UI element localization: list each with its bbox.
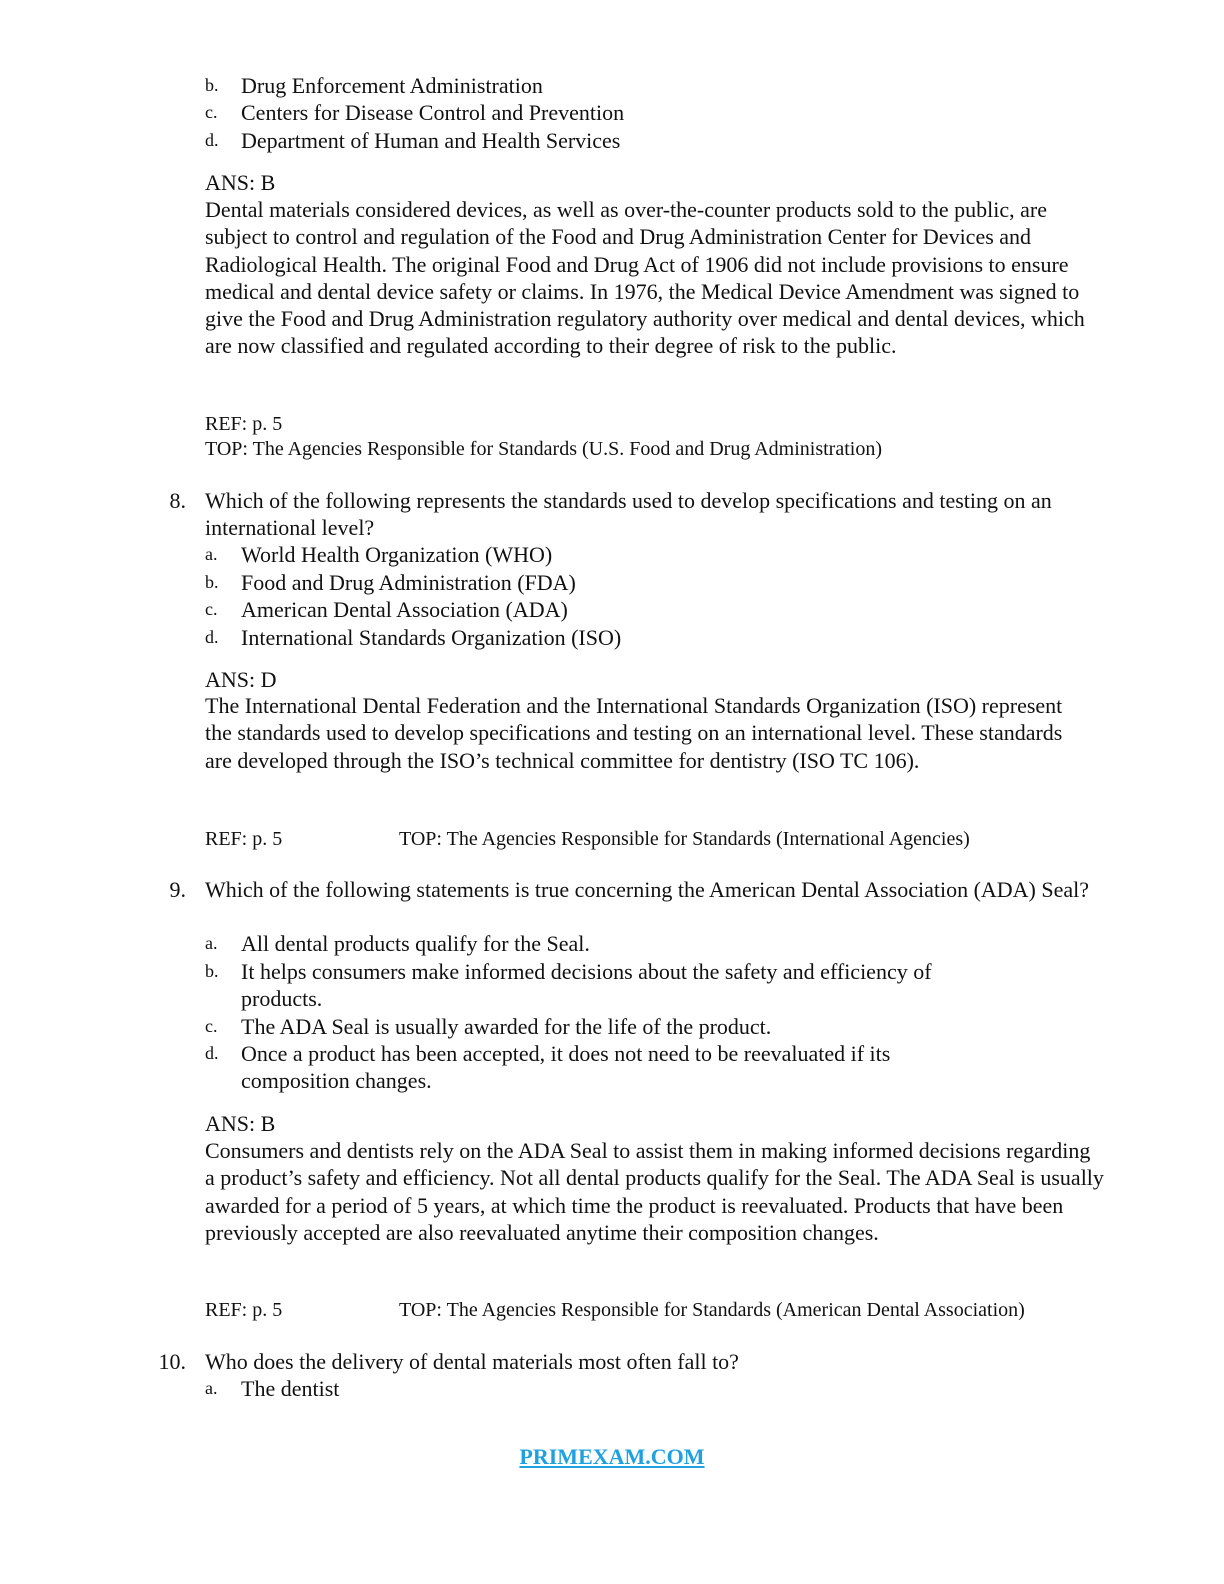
q7-option-b bbox=[205, 72, 1021, 99]
q9-number: 9. bbox=[169, 877, 186, 902]
q10-option-a bbox=[205, 1375, 1021, 1402]
footer-site-link[interactable]: PRIMEXAM.COM bbox=[519, 1444, 705, 1469]
option-text: Centers for Disease Control and Prevention bbox=[241, 100, 625, 125]
option-letter: b. bbox=[205, 75, 219, 95]
option-letter: b. bbox=[205, 572, 219, 592]
option-letter: b. bbox=[205, 961, 219, 981]
q10-question: Who does the delivery of dental materials most often fall to? bbox=[205, 1349, 739, 1374]
option-text: Department of Human and Health Services bbox=[241, 128, 621, 153]
option-text: World Health Organization (WHO) bbox=[241, 542, 553, 567]
q8-rationale: The International Dental Federation and the International Standards Organization (ISO) represent the standards used to develop specifications and testing on an international level. These standards are developed through the ISO’s technical committee for dentistry (ISO TC 106). bbox=[205, 693, 1063, 773]
q8-ref: REF: p. 5 bbox=[205, 828, 283, 850]
q8-question: Which of the following represents the standards used to develop specifications and testing on an international level? bbox=[205, 488, 1052, 540]
option-letter: a. bbox=[205, 544, 218, 564]
option-text: It helps consumers make informed decisions about the safety and efficiency of products. bbox=[241, 959, 932, 1011]
q8-option-d bbox=[205, 624, 1021, 651]
option-text: American Dental Association (ADA) bbox=[241, 597, 568, 622]
q9-option-d bbox=[205, 1040, 961, 1094]
option-letter: a. bbox=[205, 933, 218, 953]
option-letter: c. bbox=[205, 1016, 218, 1036]
q8-option-b bbox=[205, 569, 1021, 596]
q9-ref: REF: p. 5 bbox=[205, 1299, 283, 1321]
option-text: All dental products qualify for the Seal. bbox=[241, 931, 590, 956]
option-letter: c. bbox=[205, 102, 218, 122]
q7-option-c bbox=[205, 99, 1021, 126]
q9-rationale: Consumers and dentists rely on the ADA Seal to assist them in making informed decisions regarding a product’s safety and efficiency. Not all dental products qualify for the Seal. The ADA Seal is usually awarded for a period of 5 years, at which time the product is reevaluated. Products that have been previously accepted are also reevaluated anytime their composition changes. bbox=[205, 1138, 1104, 1245]
q8-number: 8. bbox=[169, 488, 186, 513]
q9-topic: TOP: The Agencies Responsible for Standards (American Dental Association) bbox=[399, 1299, 1025, 1321]
q9-option-c bbox=[205, 1013, 1021, 1040]
option-text: The ADA Seal is usually awarded for the life of the product. bbox=[241, 1014, 772, 1039]
option-text: Food and Drug Administration (FDA) bbox=[241, 570, 576, 595]
q8-option-a bbox=[205, 541, 1021, 568]
option-letter: c. bbox=[205, 599, 218, 619]
option-letter: d. bbox=[205, 627, 219, 647]
q9-option-b bbox=[205, 958, 1001, 1012]
option-text: Drug Enforcement Administration bbox=[241, 73, 543, 98]
option-text: International Standards Organization (ISO) bbox=[241, 625, 622, 650]
option-text: Once a product has been accepted, it does not need to be reevaluated if its composition changes. bbox=[241, 1041, 891, 1093]
q7-option-d bbox=[205, 127, 1021, 154]
q7-ref: REF: p. 5 bbox=[205, 413, 283, 435]
option-letter: d. bbox=[205, 1043, 219, 1063]
q9-option-a bbox=[205, 930, 1021, 957]
q9-answer: ANS: B bbox=[205, 1111, 276, 1136]
q10-number: 10. bbox=[158, 1349, 186, 1374]
option-letter: d. bbox=[205, 130, 219, 150]
q8-answer: ANS: D bbox=[205, 667, 277, 692]
q9-question: Which of the following statements is true concerning the American Dental Association (ADA) Seal? bbox=[205, 877, 1090, 902]
q7-rationale: Dental materials considered devices, as well as over-the-counter products sold to the public, are subject to control and regulation of the Food and Drug Administration Center for Devices and Radiological Health. The original Food and Drug Act of 1906 did not include provisions to ensure medical and dental device safety or claims. In 1976, the Medical Device Amendment was signed to give the Food and Drug Administration regulatory authority over medical and dental devices, which are now classified and regulated according to their degree of risk to the public. bbox=[205, 197, 1085, 359]
option-text: The dentist bbox=[241, 1376, 340, 1401]
q8-topic: TOP: The Agencies Responsible for Standards (International Agencies) bbox=[399, 828, 970, 850]
q8-option-c bbox=[205, 596, 1021, 623]
q7-topic: TOP: The Agencies Responsible for Standards (U.S. Food and Drug Administration) bbox=[205, 438, 882, 460]
option-letter: a. bbox=[205, 1378, 218, 1398]
q7-answer: ANS: B bbox=[205, 170, 276, 195]
